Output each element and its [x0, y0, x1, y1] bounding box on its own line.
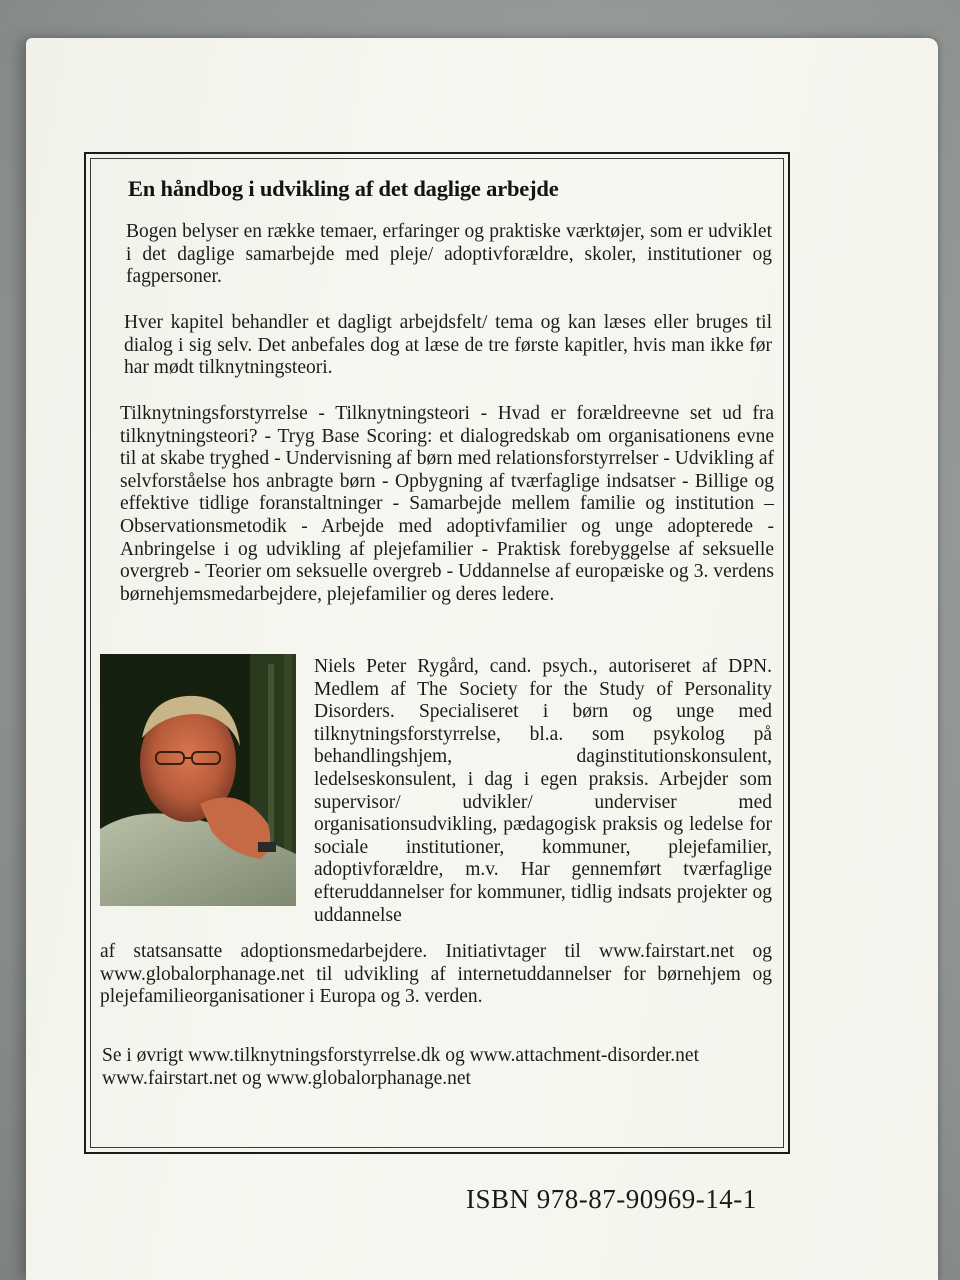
website-references: Se i øvrigt www.tilknytningsforstyrrelse.dk og www.attachment-disorder.net www.fairstart.net og www.globalorphanage.net: [102, 1045, 699, 1089]
chapter-paragraph: Hver kapitel behandler et dagligt arbejdsfelt/ tema og kan læses eller bruges til dialog i sig selv. Det anbefales dog at læse de tre første kapitler, hvis man ikke før har mødt tilknytningsteori.: [124, 312, 772, 379]
author-photo: [100, 654, 296, 906]
cover-heading: En håndbog i udvikling af det daglige arbejde: [128, 176, 559, 201]
author-bio-continued: af statsansatte adoptionsmedarbejdere. Initiativtager til www.fairstart.net og www.globalorphanage.net til udvikling af internetuddannelser for børnehjem og plejefamilieorganisationer i Europa og 3. verden.: [100, 941, 772, 1008]
intro-paragraph: Bogen belyser en række temaer, erfaringer og praktiske værktøjer, som er udviklet i det daglige samarbejde med pleje/ adoptivforældre, skoler, institutioner og fagpersoner.: [126, 221, 772, 288]
isbn-number: ISBN 978-87-90969-14-1: [466, 1184, 757, 1214]
author-bio-beside-photo: Niels Peter Rygård, cand. psych., autoriseret af DPN. Medlem af The Society for the Study of Personality Disorders. Specialiseret i børn og unge med tilknytningsforstyrrelse, bl.a. som psykolog på behandlingshjem, daginstitutionskonsulent, ledelseskonsulent, i dag i egen praksis. Arbejder som supervisor/ udvikler/ underviser med organisationsudvikling, pædagogisk praksis og ledelse for sociale institutioner, kommuner, plejefamilier, adoptivforældre, m.v. Har gennemført tværfaglige efteruddannelser for kommuner, tidlig indsats projekter og uddannelse: [314, 656, 772, 926]
topics-paragraph: Tilknytningsforstyrrelse - Tilknytningsteori - Hvad er forældreevne set ud fra tilknytningsteori? - Tryg Base Scoring: et dialogredskab om organisationens evne til at skabe tryghed - Undervisning af børn med relationsforstyrrelser - Udvikling af selvforståelse hos anbragte børn - Opbygning af tværfaglige indsatser - Billige og effektive tidlige foranstaltninger - Samarbejde mellem familie og institution – Observationsmetodik - Arbejde med adoptivfamilier og unge adopterede - Anbringelse i og udvikling af plejefamilier - Praktisk forebyggelse af seksuelle overgreb - Teorier om seksuelle overgreb - Uddannelse af europæiske og 3. verdens børnehjemsmedarbejdere, plejefamilier og deres ledere.: [120, 403, 774, 605]
author-photo-image: [100, 654, 296, 906]
